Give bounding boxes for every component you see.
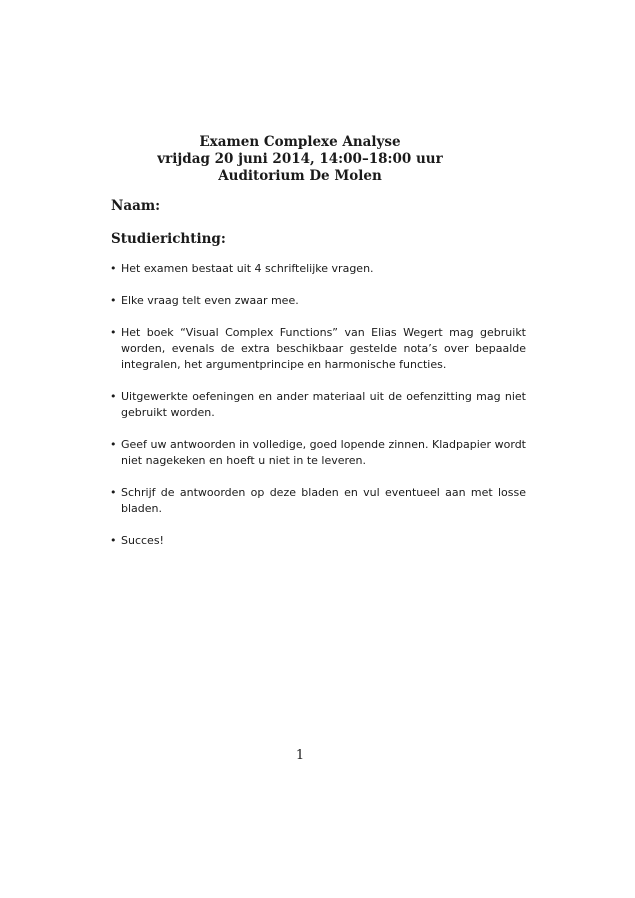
bullet-icon: • [110, 326, 117, 339]
rule-text: Het examen bestaat uit 4 schriftelijke vragen. [121, 262, 374, 275]
list-item [110, 485, 526, 517]
name-field-label: Naam: [111, 198, 161, 214]
bullet-icon: • [110, 390, 117, 403]
list-item [110, 293, 526, 309]
rule-text: Elke vraag telt even zwaar mee. [121, 294, 299, 307]
exam-location: Auditorium De Molen [218, 168, 382, 184]
exam-datetime: vrijdag 20 juni 2014, 14:00–18:00 uur [157, 151, 443, 167]
list-item [110, 437, 526, 469]
list-item [110, 533, 526, 549]
study-field-label: Studierichting: [111, 231, 226, 247]
exam-header [0, 134, 600, 185]
exam-rules-list [110, 261, 526, 565]
rule-text: Het boek “Visual Complex Functions” van Elias Wegert mag gebruikt worden, evenals de extra beschikbaar gestelde nota’s over bepaalde integralen, het argumentprincipe en harmonische functies. [121, 326, 526, 371]
list-item [110, 389, 526, 421]
list-item [110, 261, 526, 277]
bullet-icon: • [110, 486, 117, 499]
rule-text: Geef uw antwoorden in volledige, goed lopende zinnen. Kladpapier wordt niet nagekeken en hoeft u niet in te leveren. [121, 438, 526, 467]
page-number: 1 [295, 748, 305, 763]
exam-title: Examen Complexe Analyse [199, 134, 401, 150]
bullet-icon: • [110, 294, 117, 307]
rule-text: Uitgewerkte oefeningen en ander materiaal uit de oefenzitting mag niet gebruikt worden. [121, 390, 526, 419]
bullet-icon: • [110, 534, 117, 547]
list-item [110, 325, 526, 373]
rule-text: Succes! [121, 534, 164, 547]
bullet-icon: • [110, 262, 117, 275]
rule-text: Schrijf de antwoorden op deze bladen en vul eventueel aan met losse bladen. [121, 486, 526, 515]
bullet-icon: • [110, 438, 117, 451]
